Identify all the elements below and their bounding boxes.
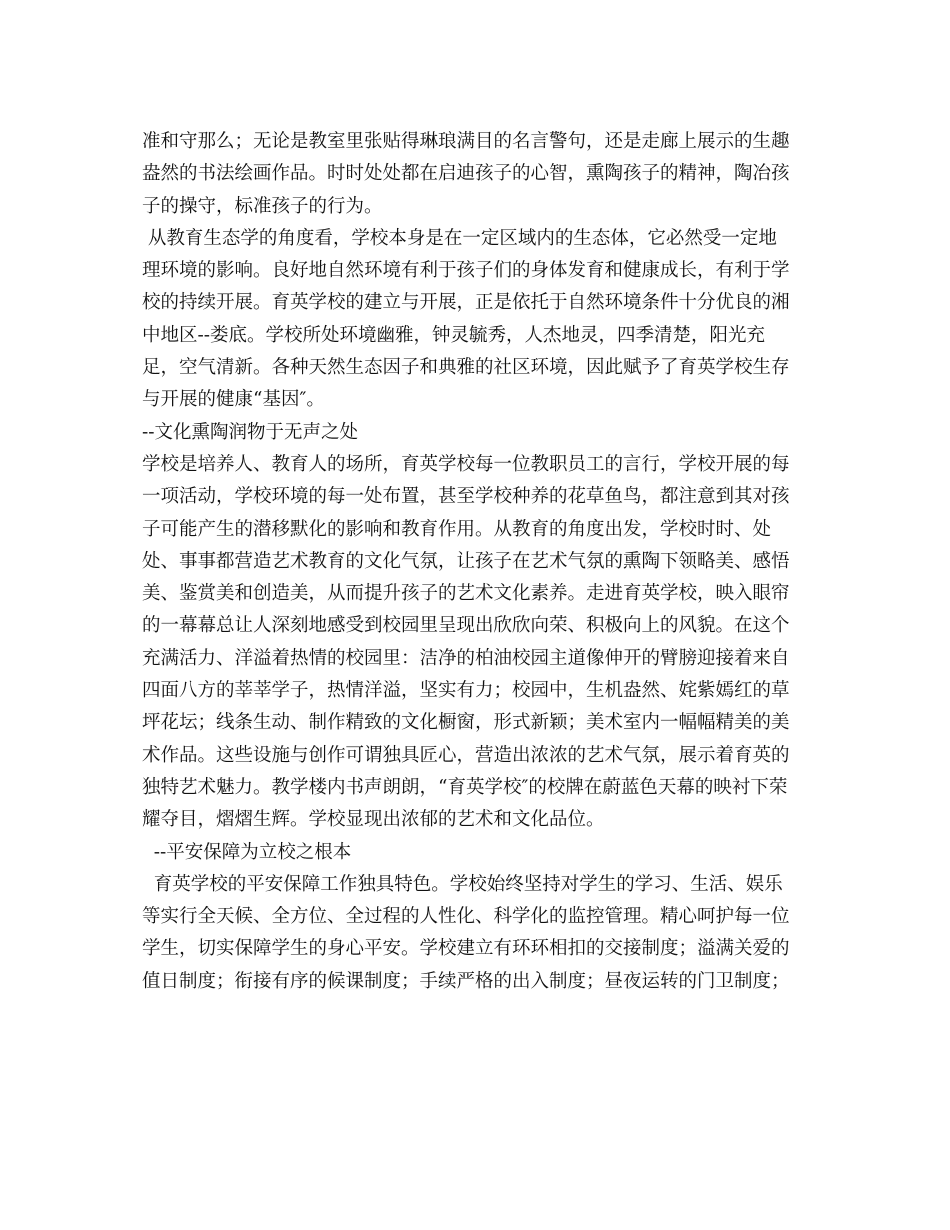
- text-line: 学生，切实保障学生的身心平安。学校建立有环环相扣的交接制度；溢满关爱的: [142, 938, 790, 960]
- text-line: 美、鉴赏美和创造美，从而提升孩子的艺术文化素养。走进育英学校，映入眼帘: [142, 583, 790, 605]
- text-line: 育英学校的平安保障工作独具特色。学校始终坚持对学生的学习、生活、娱乐: [142, 873, 783, 895]
- text-line: 足，空气清新。各种天然生态因子和典雅的社区环境，因此赋予了育英学校生存: [142, 357, 790, 379]
- text-line: 与开展的健康“基因″。: [142, 389, 325, 411]
- text-line: 子可能产生的潜移默化的影响和教育作用。从教育的角度出发，学校时时、处: [142, 518, 772, 540]
- text-line: 独特艺术魅力。教学楼内书声朗朗，“育英学校″的校牌在蔚蓝色天幕的映衬下荣: [142, 776, 788, 798]
- text-line: 准和守那么；无论是教室里张贴得琳琅满目的名言警句，还是走廊上展示的生趣: [142, 131, 790, 152]
- text-line: 术作品。这些设施与创作可谓独具匠心，营造出浓浓的艺术气氛，展示着育英的: [142, 744, 790, 766]
- section-heading: --文化熏陶润物于无声之处: [142, 421, 359, 443]
- text-line: 充满活力、洋溢着热情的校园里：洁净的柏油校园主道像伸开的臂膀迎接着来自: [142, 647, 790, 669]
- text-line: 中地区--娄底。学校所处环境幽雅，钟灵毓秀，人杰地灵，四季清楚，阳光充: [142, 324, 766, 346]
- text-line: 盎然的书法绘画作品。时时处处都在启迪孩子的心智，熏陶孩子的精神，陶冶孩: [142, 163, 790, 185]
- section-heading: --平安保障为立校之根本: [142, 841, 352, 863]
- text-line: 的一幕幕总让人深刻地感受到校园里呈现出欣欣向荣、积极向上的风貌。在这个: [142, 615, 790, 637]
- text-line: 一项活动，学校环境的每一处布置，甚至学校种养的花草鱼鸟，都注意到其对孩: [142, 486, 790, 508]
- text-line: 处、事事都营造艺术教育的文化气氛，让孩子在艺术气氛的熏陶下领略美、感悟: [142, 550, 790, 572]
- text-line: 学校是培养人、教育人的场所，育英学校每一位教职员工的言行，学校开展的每: [142, 453, 790, 475]
- text-line: 子的操守，标准孩子的行为。: [142, 195, 383, 217]
- text-line: 理环境的影响。良好地自然环境有利于孩子们的身体发育和健康成长，有利于学: [142, 260, 790, 282]
- text-line: 坪花坛；线条生动、制作精致的文化橱窗，形式新颖；美术室内一幅幅精美的美: [142, 712, 790, 734]
- text-line: 耀夺目，熠熠生辉。学校显现出浓郁的艺术和文化品位。: [142, 809, 605, 831]
- text-line: 校的持续开展。育英学校的建立与开展，正是依托于自然环境条件十分优良的湘: [142, 292, 790, 314]
- document-body: [142, 126, 812, 998]
- text-line: 四面八方的莘莘学子，热情洋溢，坚实有力；校园中，生机盎然、姹紫嫣红的草: [142, 680, 790, 702]
- text-line: 值日制度；衔接有序的候课制度；手续严格的出入制度；昼夜运转的门卫制度；: [142, 970, 790, 992]
- text-line: 从教育生态学的角度看，学校本身是在一定区域内的生态体，它必然受一定地: [142, 227, 777, 249]
- text-line: 等实行全天候、全方位、全过程的人性化、科学化的监控管理。精心呵护每一位: [142, 906, 790, 928]
